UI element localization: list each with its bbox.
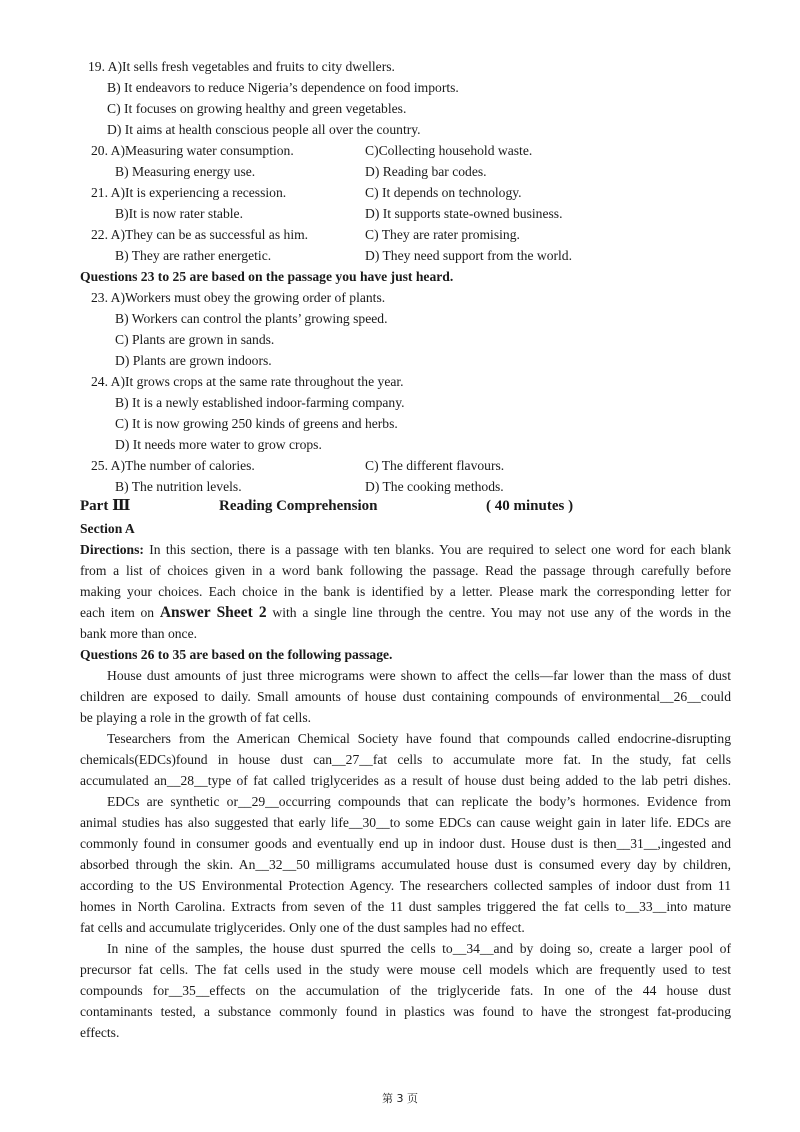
questions-26-35-heading: Questions 26 to 35 are based on the following passage. [80,647,393,662]
page-number: 第 3 页 [382,1092,418,1105]
passage-line: precursor fat cells. The fat cells used in the study were mouse cell models which are frequently used to test [80,962,731,977]
passage-line: House dust amounts of just three micrograms were shown to affect the cells—far lower than the mass of dust [107,668,731,683]
part-title: Reading Comprehension [219,498,378,514]
passage-line: according to the US Environmental Protection Agency. The researchers collected samples of indoor dust from 11 [80,878,731,893]
q21-option-a: 21. A)It is experiencing a recession. [91,185,287,200]
passage-line: chemicals(EDCs)found in house dust can__27__fat cells to accumulate more fat. In the study, fat cells [80,752,731,767]
directions-line-4 [80,604,731,621]
answer-sheet-label: Answer Sheet 2 [159,604,267,621]
q24-option-c: C) It is now growing 250 kinds of greens and herbs. [115,416,398,431]
q19-option-c: C) It focuses on growing healthy and green vegetables. [107,101,407,116]
q22-option-a: 22. A)They can be as successful as him. [91,227,309,242]
q24-option-a: 24. A)It grows crops at the same rate throughout the year. [91,374,404,389]
passage-line: Tesearchers from the American Chemical Society have found that compounds called endocrine-disrupting [107,731,731,746]
passage-line: be playing a role in the growth of fat cells. [80,710,312,725]
q20-option-b: B) Measuring energy use. [115,164,256,179]
q25-option-a: 25. A)The number of calories. [91,458,255,473]
passage-line: contaminants tested, a substance commonly found in plastics was found to have the strongest fat-producing [80,1004,731,1019]
directions-text-4a: each item on [80,605,155,620]
q23-option-c: C) Plants are grown in sands. [115,332,275,347]
passage-line: homes in North Carolina. Extracts from seven of the 11 dust samples triggered the fat cells to__33__into mature [80,899,731,914]
q21-option-b: B)It is now rater stable. [115,206,243,221]
q22-option-b: B) They are rather energetic. [115,248,272,263]
q22-option-c: C) They are rater promising. [365,227,520,242]
q21-option-d: D) It supports state-owned business. [365,206,563,221]
q22-option-d: D) They need support from the world. [365,248,573,263]
q20-option-a: 20. A)Measuring water consumption. [91,143,294,158]
q20-option-d: D) Reading bar codes. [365,164,487,179]
passage-line: In nine of the samples, the house dust spurred the cells to__34__and by doing so, create a larger pool of [107,941,731,956]
q24-option-d: D) It needs more water to grow crops. [115,437,322,452]
q24-option-b: B) It is a newly established indoor-farming company. [115,395,405,410]
directions-line-3: making your choices. Each choice in the bank is identified by a letter. Please mark the corresponding letter for [80,584,731,599]
passage-line: EDCs are synthetic or__29__occurring compounds that can replicate the body’s hormones. Evidence from [107,794,731,809]
section-a-heading: Section A [80,521,135,536]
q21-option-c: C) It depends on technology. [365,185,522,200]
passage-line: absorbed through the skin. An__32__50 milligrams accumulated house dust is consumed every day by children, [80,857,731,872]
part-label: Part Ⅲ [80,498,131,514]
q20-option-c: C)Collecting household waste. [365,143,533,158]
passage-line: animal studies has also suggested that early life__30__to some EDCs can cause weight gain in later life. EDCs are [80,815,731,830]
directions-text-4c: with a single line through the centre. You may not use any of the words in the [272,605,731,620]
q23-option-b: B) Workers can control the plants’ growing speed. [115,311,388,326]
directions-line-5: bank more than once. [80,626,198,641]
q23-option-d: D) Plants are grown indoors. [115,353,272,368]
directions-text-1: In this section, there is a passage with ten blanks. You are required to select one word for each blank [149,542,731,557]
questions-23-25-heading: Questions 23 to 25 are based on the passage you have just heard. [80,269,454,284]
q23-option-a: 23. A)Workers must obey the growing order of plants. [91,290,386,305]
passage-line: compounds for__35__effects on the accumulation of the triglyceride fats. In one of the 44 house dust [80,983,731,998]
q25-option-c: C) The different flavours. [365,458,505,473]
q25-option-d: D) The cooking methods. [365,479,504,494]
passage-line: children are exposed to daily. Small amounts of house dust containing compounds of environmental__26__could [80,689,731,704]
q25-option-b: B) The nutrition levels. [115,479,242,494]
directions-label: Directions: [80,542,144,557]
q19-option-d: D) It aims at health conscious people all over the country. [107,122,421,137]
passage-line: fat cells and accumulate triglycerides. Only one of the dust samples had no effect. [80,920,525,935]
q19-option-b: B) It endeavors to reduce Nigeria’s dependence on food imports. [107,80,459,95]
part-time: ( 40 minutes ) [486,498,574,514]
passage-line: accumulated an__28__type of fat called triglycerides as a result of house dust being added to the lab petri dishes. [80,773,731,788]
passage-line: effects. [80,1025,120,1040]
passage-line: commonly found in consumer goods and eventually end up in indoor dust. House dust is then__31__,ingested and [80,836,731,851]
directions-line-2: from a list of choices given in a word bank following the passage. Read the passage through carefully before [80,563,731,578]
directions-line-1 [80,541,731,558]
q19-option-a: 19. A)It sells fresh vegetables and fruits to city dwellers. [88,59,395,74]
